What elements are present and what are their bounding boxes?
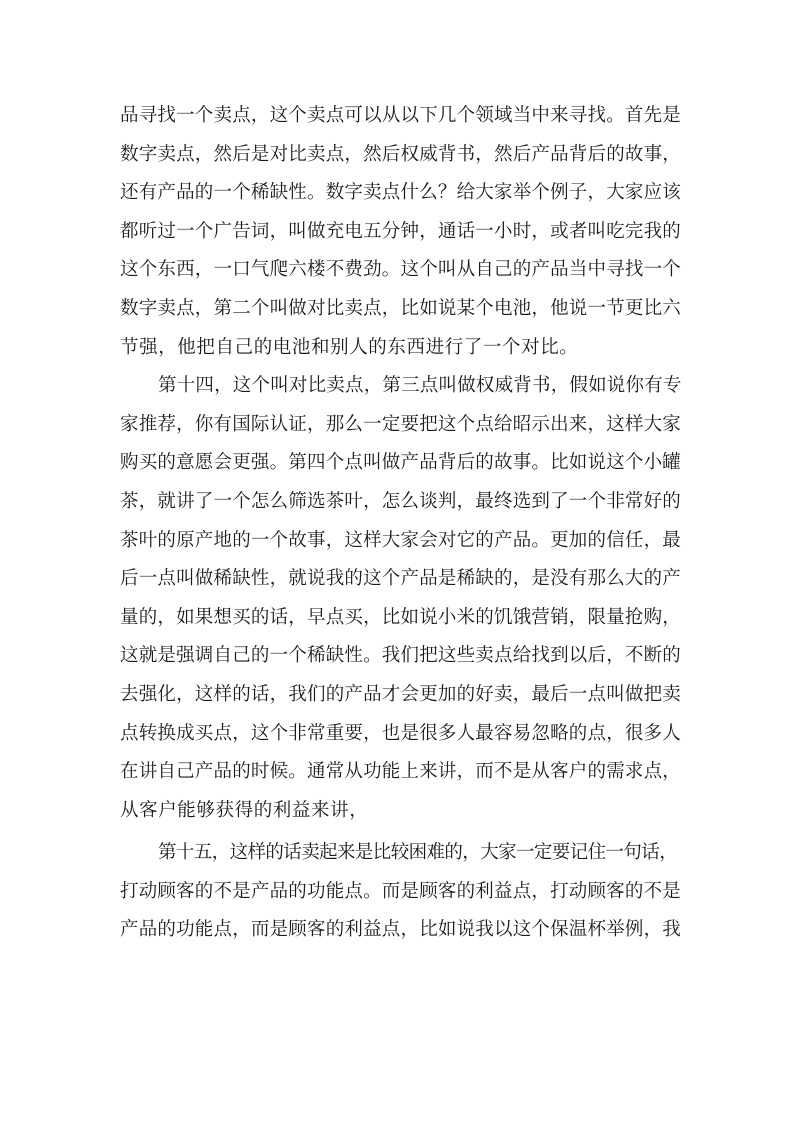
- text-line: 还有产品的一个稀缺性。数字卖点什么？给大家举个例子，大家应该: [120, 182, 682, 204]
- text-line: 购买的意愿会更强。第四个点叫做产品背后的故事。比如说这个小罐: [120, 452, 682, 474]
- paragraph-1: [120, 97, 682, 367]
- text-line: 茶，就讲了一个怎么筛选茶叶，怎么谈判，最终选到了一个非常好的: [120, 490, 682, 512]
- text-line: 这个东西，一口气爬六楼不费劲。这个叫从自己的产品当中寻找一个: [120, 259, 682, 281]
- text-line: 从客户能够获得的利益来讲，: [120, 799, 369, 821]
- text-line: 都听过一个广告词，叫做充电五分钟，通话一小时，或者叫吃完我的: [120, 220, 682, 242]
- text-line: 后一点叫做稀缺性，就说我的这个产品是稀缺的，是没有那么大的产: [120, 568, 682, 590]
- text-line: 数字卖点，然后是对比卖点，然后权威背书，然后产品背后的故事，: [120, 143, 682, 165]
- document-body: [120, 97, 682, 950]
- text-line: 数字卖点，第二个叫做对比卖点，比如说某个电池，他说一节更比六: [120, 297, 682, 319]
- text-line: 这就是强调自己的一个稀缺性。我们把这些卖点给找到以后，不断的: [120, 645, 682, 667]
- text-line: 第十五，这样的话卖起来是比较困难的，大家一定要记住一句话，: [158, 842, 678, 864]
- text-line: 在讲自己产品的时候。通常从功能上来讲，而不是从客户的需求点，: [120, 761, 682, 783]
- text-line: 家推荐，你有国际认证，那么一定要把这个点给昭示出来，这样大家: [120, 413, 682, 435]
- text-line: 去强化，这样的话，我们的产品才会更加的好卖，最后一点叫做把卖: [120, 683, 682, 705]
- text-line: 茶叶的原产地的一个故事，这样大家会对它的产品。更加的信任，最: [120, 529, 682, 551]
- text-line: 打动顾客的不是产品的功能点。而是顾客的利益点，打动顾客的不是: [120, 880, 682, 902]
- text-line: 点转换成买点，这个非常重要，也是很多人最容易忽略的点，很多人: [120, 722, 682, 744]
- paragraph-2: [120, 367, 682, 830]
- text-line: 量的，如果想买的话，早点买，比如说小米的饥饿营销，限量抢购，: [120, 606, 682, 628]
- text-line: 第十四，这个叫对比卖点，第三点叫做权威背书，假如说你有专: [158, 375, 682, 397]
- text-line: 产品的功能点，而是顾客的利益点，比如说我以这个保温杯举例，我: [120, 919, 682, 941]
- text-line: 节强，他把自己的电池和别人的东西进行了一个对比。: [120, 336, 579, 358]
- paragraph-3: [120, 834, 682, 950]
- text-line: 品寻找一个卖点，这个卖点可以从以下几个领域当中来寻找。首先是: [120, 105, 682, 126]
